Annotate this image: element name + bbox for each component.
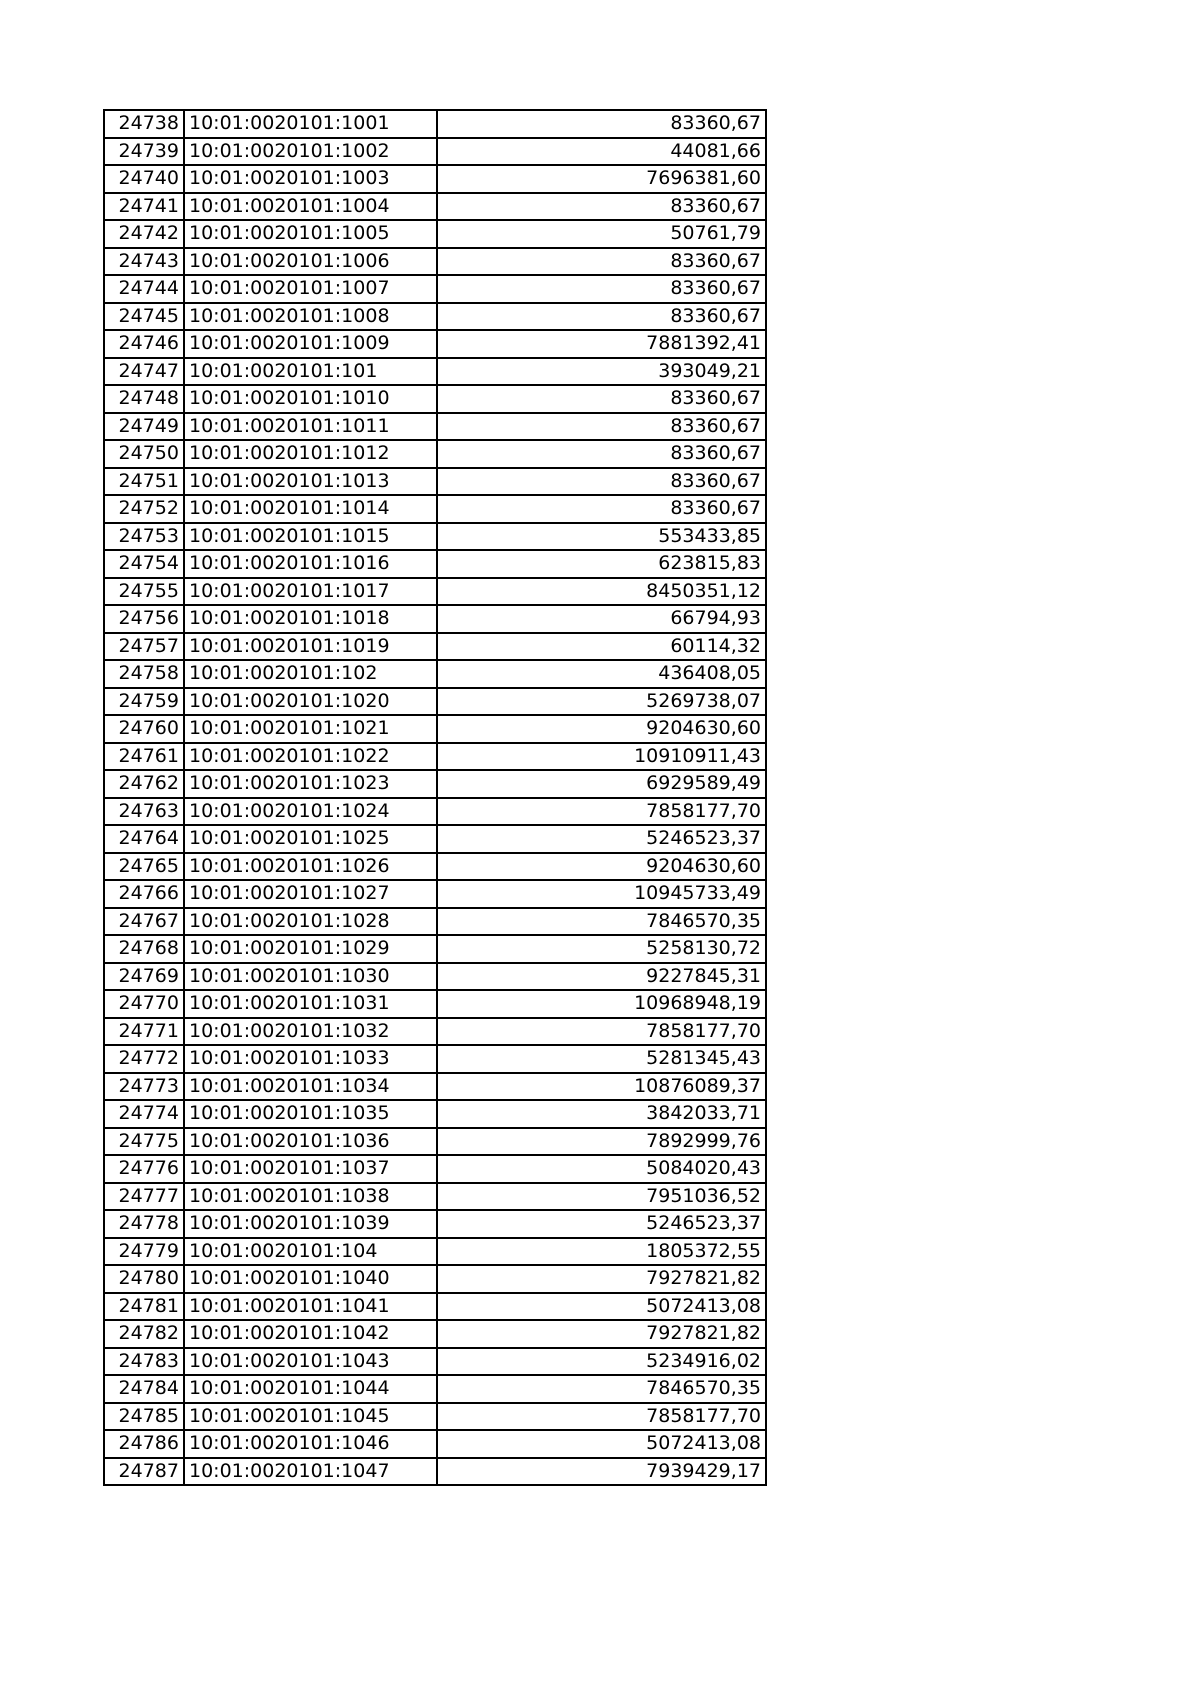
table-row	[104, 935, 766, 963]
row-number-cell: 24785	[104, 1403, 184, 1431]
row-number-cell: 24777	[104, 1183, 184, 1211]
cadastral-number-cell: 10:01:0020101:1027	[184, 880, 437, 908]
table-row	[104, 1018, 766, 1046]
cadastral-number-cell: 10:01:0020101:1024	[184, 798, 437, 826]
row-number-cell: 24780	[104, 1265, 184, 1293]
table-row	[104, 248, 766, 276]
table-row	[104, 330, 766, 358]
row-number-cell: 24757	[104, 633, 184, 661]
value-cell: 5258130,72	[437, 935, 766, 963]
row-number-cell: 24741	[104, 193, 184, 221]
cadastral-number-cell: 10:01:0020101:1004	[184, 193, 437, 221]
row-number-cell: 24746	[104, 330, 184, 358]
row-number-cell: 24772	[104, 1045, 184, 1073]
cadastral-number-cell: 10:01:0020101:1036	[184, 1128, 437, 1156]
row-number-cell: 24738	[104, 110, 184, 138]
table-row	[104, 220, 766, 248]
row-number-cell: 24748	[104, 385, 184, 413]
row-number-cell: 24750	[104, 440, 184, 468]
cadastral-number-cell: 10:01:0020101:1046	[184, 1430, 437, 1458]
row-number-cell: 24773	[104, 1073, 184, 1101]
table-row	[104, 660, 766, 688]
cadastral-number-cell: 10:01:0020101:1030	[184, 963, 437, 991]
row-number-cell: 24753	[104, 523, 184, 551]
value-cell: 50761,79	[437, 220, 766, 248]
row-number-cell: 24782	[104, 1320, 184, 1348]
cadastral-number-cell: 10:01:0020101:1033	[184, 1045, 437, 1073]
table-row	[104, 1458, 766, 1486]
table-row	[104, 688, 766, 716]
value-cell: 10876089,37	[437, 1073, 766, 1101]
cadastral-number-cell: 10:01:0020101:1005	[184, 220, 437, 248]
row-number-cell: 24776	[104, 1155, 184, 1183]
cadastral-number-cell: 10:01:0020101:1031	[184, 990, 437, 1018]
value-cell: 83360,67	[437, 413, 766, 441]
row-number-cell: 24744	[104, 275, 184, 303]
cadastral-number-cell: 10:01:0020101:1041	[184, 1293, 437, 1321]
cadastral-number-cell: 10:01:0020101:1012	[184, 440, 437, 468]
table-row	[104, 633, 766, 661]
table-row	[104, 770, 766, 798]
value-cell: 393049,21	[437, 358, 766, 386]
cadastral-number-cell: 10:01:0020101:102	[184, 660, 437, 688]
cadastral-number-cell: 10:01:0020101:1009	[184, 330, 437, 358]
cadastral-number-cell: 10:01:0020101:1020	[184, 688, 437, 716]
value-cell: 83360,67	[437, 193, 766, 221]
table-body	[104, 110, 766, 1485]
table-row	[104, 1430, 766, 1458]
cadastral-number-cell: 10:01:0020101:1038	[184, 1183, 437, 1211]
value-cell: 7927821,82	[437, 1265, 766, 1293]
value-cell: 553433,85	[437, 523, 766, 551]
cadastral-number-cell: 10:01:0020101:1045	[184, 1403, 437, 1431]
table-row	[104, 1210, 766, 1238]
table-row	[104, 798, 766, 826]
cadastral-number-cell: 10:01:0020101:1017	[184, 578, 437, 606]
row-number-cell: 24755	[104, 578, 184, 606]
cadastral-number-cell: 10:01:0020101:101	[184, 358, 437, 386]
value-cell: 5072413,08	[437, 1293, 766, 1321]
cadastral-number-cell: 10:01:0020101:1029	[184, 935, 437, 963]
table-row	[104, 440, 766, 468]
cadastral-number-cell: 10:01:0020101:1047	[184, 1458, 437, 1486]
table-row	[104, 1238, 766, 1266]
table-row	[104, 193, 766, 221]
value-cell: 436408,05	[437, 660, 766, 688]
table-row	[104, 385, 766, 413]
value-cell: 6929589,49	[437, 770, 766, 798]
table-row	[104, 1183, 766, 1211]
row-number-cell: 24781	[104, 1293, 184, 1321]
table-row	[104, 550, 766, 578]
row-number-cell: 24756	[104, 605, 184, 633]
value-cell: 83360,67	[437, 440, 766, 468]
value-cell: 8450351,12	[437, 578, 766, 606]
table-row	[104, 468, 766, 496]
row-number-cell: 24754	[104, 550, 184, 578]
table-row	[104, 1293, 766, 1321]
table-row	[104, 605, 766, 633]
value-cell: 7939429,17	[437, 1458, 766, 1486]
value-cell: 7858177,70	[437, 1018, 766, 1046]
value-cell: 7846570,35	[437, 908, 766, 936]
cadastral-number-cell: 10:01:0020101:1040	[184, 1265, 437, 1293]
row-number-cell: 24770	[104, 990, 184, 1018]
value-cell: 10910911,43	[437, 743, 766, 771]
cadastral-number-cell: 10:01:0020101:1018	[184, 605, 437, 633]
cadastral-number-cell: 10:01:0020101:1001	[184, 110, 437, 138]
value-cell: 83360,67	[437, 248, 766, 276]
row-number-cell: 24764	[104, 825, 184, 853]
row-number-cell: 24765	[104, 853, 184, 881]
cadastral-number-cell: 10:01:0020101:1044	[184, 1375, 437, 1403]
cadastral-number-cell: 10:01:0020101:1021	[184, 715, 437, 743]
value-cell: 5084020,43	[437, 1155, 766, 1183]
cadastral-number-cell: 10:01:0020101:1019	[184, 633, 437, 661]
row-number-cell: 24742	[104, 220, 184, 248]
cadastral-number-cell: 10:01:0020101:1014	[184, 495, 437, 523]
row-number-cell: 24740	[104, 165, 184, 193]
cadastral-number-cell: 10:01:0020101:1013	[184, 468, 437, 496]
cadastral-number-cell: 10:01:0020101:1039	[184, 1210, 437, 1238]
table-row	[104, 1045, 766, 1073]
row-number-cell: 24761	[104, 743, 184, 771]
cadastral-number-cell: 10:01:0020101:1007	[184, 275, 437, 303]
row-number-cell: 24758	[104, 660, 184, 688]
cadastral-number-cell: 10:01:0020101:1010	[184, 385, 437, 413]
value-cell: 9204630,60	[437, 715, 766, 743]
table-row	[104, 853, 766, 881]
value-cell: 5246523,37	[437, 825, 766, 853]
cadastral-number-cell: 10:01:0020101:1023	[184, 770, 437, 798]
cadastral-number-cell: 10:01:0020101:1035	[184, 1100, 437, 1128]
value-cell: 1805372,55	[437, 1238, 766, 1266]
value-cell: 7881392,41	[437, 330, 766, 358]
value-cell: 5269738,07	[437, 688, 766, 716]
value-cell: 7892999,76	[437, 1128, 766, 1156]
row-number-cell: 24787	[104, 1458, 184, 1486]
value-cell: 7846570,35	[437, 1375, 766, 1403]
cadastral-number-cell: 10:01:0020101:1026	[184, 853, 437, 881]
table-row	[104, 880, 766, 908]
value-cell: 623815,83	[437, 550, 766, 578]
cadastral-number-cell: 10:01:0020101:1022	[184, 743, 437, 771]
value-cell: 83360,67	[437, 468, 766, 496]
cadastral-number-cell: 10:01:0020101:1006	[184, 248, 437, 276]
cadastral-number-cell: 10:01:0020101:1034	[184, 1073, 437, 1101]
value-cell: 10968948,19	[437, 990, 766, 1018]
row-number-cell: 24784	[104, 1375, 184, 1403]
value-cell: 7696381,60	[437, 165, 766, 193]
row-number-cell: 24751	[104, 468, 184, 496]
row-number-cell: 24743	[104, 248, 184, 276]
row-number-cell: 24786	[104, 1430, 184, 1458]
table-row	[104, 358, 766, 386]
row-number-cell: 24759	[104, 688, 184, 716]
row-number-cell: 24747	[104, 358, 184, 386]
cadastral-number-cell: 10:01:0020101:1015	[184, 523, 437, 551]
row-number-cell: 24749	[104, 413, 184, 441]
table-row	[104, 495, 766, 523]
table-row	[104, 523, 766, 551]
data-table	[103, 109, 767, 1486]
table-row	[104, 1348, 766, 1376]
value-cell: 44081,66	[437, 138, 766, 166]
value-cell: 3842033,71	[437, 1100, 766, 1128]
cadastral-number-cell: 10:01:0020101:1037	[184, 1155, 437, 1183]
row-number-cell: 24769	[104, 963, 184, 991]
value-cell: 7951036,52	[437, 1183, 766, 1211]
table-row	[104, 715, 766, 743]
cadastral-number-cell: 10:01:0020101:1003	[184, 165, 437, 193]
value-cell: 5234916,02	[437, 1348, 766, 1376]
table-row	[104, 1265, 766, 1293]
row-number-cell: 24767	[104, 908, 184, 936]
cadastral-number-cell: 10:01:0020101:1025	[184, 825, 437, 853]
value-cell: 7927821,82	[437, 1320, 766, 1348]
value-cell: 66794,93	[437, 605, 766, 633]
table-row	[104, 138, 766, 166]
row-number-cell: 24779	[104, 1238, 184, 1266]
row-number-cell: 24774	[104, 1100, 184, 1128]
row-number-cell: 24745	[104, 303, 184, 331]
row-number-cell: 24752	[104, 495, 184, 523]
row-number-cell: 24771	[104, 1018, 184, 1046]
value-cell: 5281345,43	[437, 1045, 766, 1073]
value-cell: 9204630,60	[437, 853, 766, 881]
value-cell: 9227845,31	[437, 963, 766, 991]
value-cell: 83360,67	[437, 110, 766, 138]
table-row	[104, 1128, 766, 1156]
table-row	[104, 1073, 766, 1101]
table-row	[104, 165, 766, 193]
table-row	[104, 275, 766, 303]
table-row	[104, 963, 766, 991]
table-row	[104, 303, 766, 331]
cadastral-number-cell: 10:01:0020101:1002	[184, 138, 437, 166]
value-cell: 83360,67	[437, 385, 766, 413]
cadastral-number-cell: 10:01:0020101:104	[184, 1238, 437, 1266]
table-row	[104, 743, 766, 771]
table-row	[104, 413, 766, 441]
row-number-cell: 24775	[104, 1128, 184, 1156]
row-number-cell: 24739	[104, 138, 184, 166]
value-cell: 83360,67	[437, 495, 766, 523]
value-cell: 10945733,49	[437, 880, 766, 908]
table-row	[104, 110, 766, 138]
value-cell: 5072413,08	[437, 1430, 766, 1458]
table-row	[104, 1375, 766, 1403]
table-row	[104, 908, 766, 936]
value-cell: 7858177,70	[437, 1403, 766, 1431]
cadastral-number-cell: 10:01:0020101:1008	[184, 303, 437, 331]
cadastral-number-cell: 10:01:0020101:1028	[184, 908, 437, 936]
row-number-cell: 24762	[104, 770, 184, 798]
table-row	[104, 825, 766, 853]
value-cell: 83360,67	[437, 303, 766, 331]
cadastral-number-cell: 10:01:0020101:1016	[184, 550, 437, 578]
value-cell: 7858177,70	[437, 798, 766, 826]
value-cell: 83360,67	[437, 275, 766, 303]
table-row	[104, 1320, 766, 1348]
cadastral-number-cell: 10:01:0020101:1043	[184, 1348, 437, 1376]
table-row	[104, 1100, 766, 1128]
table-row	[104, 578, 766, 606]
cadastral-number-cell: 10:01:0020101:1032	[184, 1018, 437, 1046]
row-number-cell: 24763	[104, 798, 184, 826]
row-number-cell: 24760	[104, 715, 184, 743]
value-cell: 60114,32	[437, 633, 766, 661]
cadastral-number-cell: 10:01:0020101:1042	[184, 1320, 437, 1348]
table-row	[104, 1403, 766, 1431]
table-row	[104, 1155, 766, 1183]
row-number-cell: 24778	[104, 1210, 184, 1238]
row-number-cell: 24766	[104, 880, 184, 908]
value-cell: 5246523,37	[437, 1210, 766, 1238]
row-number-cell: 24783	[104, 1348, 184, 1376]
table-row	[104, 990, 766, 1018]
row-number-cell: 24768	[104, 935, 184, 963]
cadastral-number-cell: 10:01:0020101:1011	[184, 413, 437, 441]
